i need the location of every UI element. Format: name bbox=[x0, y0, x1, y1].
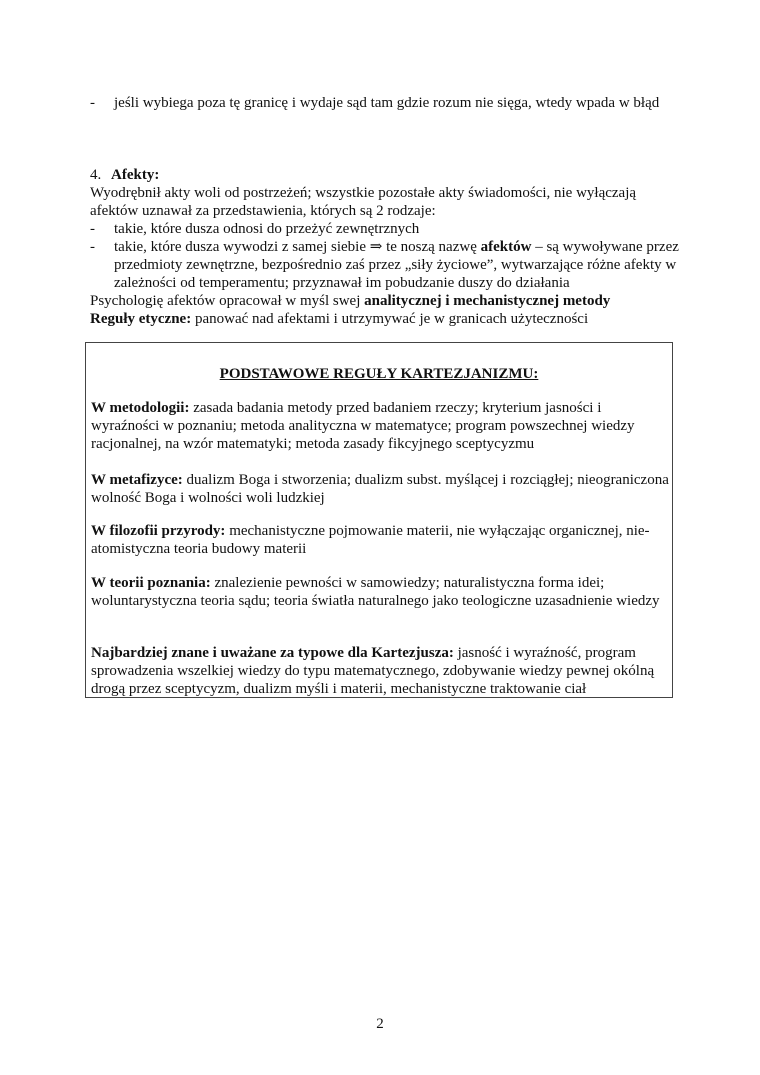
rule-epistemology: W teorii poznania: znalezienie pewności w samowiedzy; naturalistyczna forma idei; woluntarystyczna teoria sądu; teoria światła naturalnego jako teologiczne uzasadnienie wiedzy bbox=[91, 575, 660, 609]
page-number: 2 bbox=[376, 1016, 384, 1032]
affect-list-item-2-text: takie, które dusza wywodzi z samej siebie ⇒ te noszą nazwę afektów – są wywoływane przez przedmioty zewnętrzne, bezpośrednio zaś przez „siły życiowe”, wytwarzające różne afekty w zależności od temperamentu; przyznawał im pobudzanie duszy do działania bbox=[114, 239, 679, 291]
section-intro-line-1: Wyodrębnił akty woli od postrzeżeń; wszystkie pozostałe akty świadomości, nie wyłączają bbox=[90, 185, 637, 201]
ethical-rules-line: Reguły etyczne: panować nad afektami i utrzymywać je w granicach użyteczności bbox=[90, 311, 589, 327]
section-heading bbox=[90, 166, 159, 184]
rule-natural-philosophy: W filozofii przyrody: mechanistyczne pojmowanie materii, nie wyłączając organicznej, nie-atomistyczna teoria budowy materii bbox=[91, 523, 650, 557]
rule-most-typical: Najbardziej znane i uważane za typowe dla Kartezjusza: jasność i wyraźność, program sprowadzenia wszelkiej wiedzy do typu matematycznego, zdobywanie wiedzy pewnej okólną drogą przez sceptycyzm, dualizm myśli i materii, mechanistyczne traktowanie ciał bbox=[91, 645, 655, 697]
affect-list-item-1-text: takie, które dusza odnosi do przeżyć zewnętrznych bbox=[114, 221, 420, 237]
rule-metaphysics: W metafizyce: dualizm Boga i stworzenia; dualizm subst. myślącej i rozciągłej; nieograniczona wolność Boga i wolności woli ludzkiej bbox=[91, 472, 669, 506]
cartesianism-rules-box bbox=[85, 342, 673, 698]
dash-bullet: - bbox=[90, 221, 95, 237]
rule-methodology: W metodologii: zasada badania metody przed badaniem rzeczy; kryterium jasności i wyraźności w poznaniu; metoda analityczna w matematyce; program powszechnej wiedzy racjonalnej, na wzór matematyki; metoda zasady fikcyjnego sceptycyzmu bbox=[91, 400, 635, 452]
top-list-item bbox=[90, 94, 680, 112]
psychology-line: Psychologię afektów opracował w myśl swej analitycznej i mechanistycznej metody bbox=[90, 293, 611, 309]
section-number: 4. bbox=[90, 167, 102, 183]
box-title: PODSTAWOWE REGUŁY KARTEZJANIZMU: bbox=[219, 366, 539, 382]
section-intro-line-2: afektów uznawał za przedstawienia, których są 2 rodzaje: bbox=[90, 203, 436, 219]
top-list-item-text: jeśli wybiega poza tę granicę i wydaje sąd tam gdzie rozum nie sięga, wtedy wpada w błąd bbox=[114, 95, 660, 111]
affect-list-item-1 bbox=[90, 220, 680, 238]
dash-bullet: - bbox=[90, 95, 95, 111]
section-title: Afekty: bbox=[111, 167, 160, 183]
dash-bullet: - bbox=[90, 239, 95, 255]
affect-list-item-2 bbox=[90, 238, 680, 292]
